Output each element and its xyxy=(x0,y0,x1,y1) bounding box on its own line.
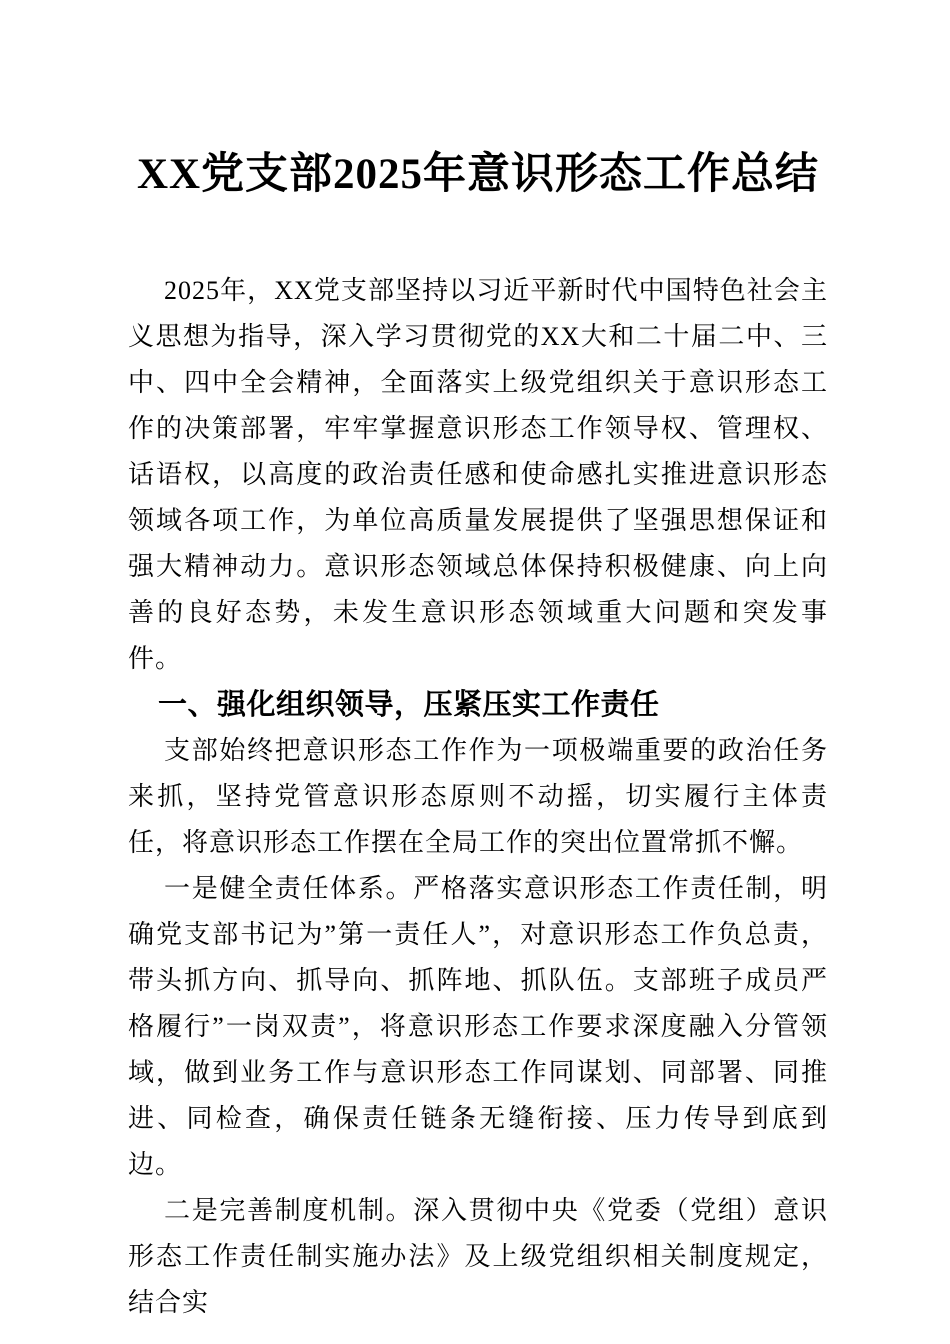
paragraph-point-two: 二是完善制度机制。深入贯彻中央《党委（党组）意识形态工作责任制实施办法》及上级党组织相关制度规定，结合实 xyxy=(128,1195,828,1317)
paragraph-point-one: 一是健全责任体系。严格落实意识形态工作责任制，明确党支部书记为”第一责任人”，对意识形态工作负总责，带头抓方向、抓导向、抓阵地、抓队伍。支部班子成员严格履行”一岗双责”，将意识形态工作要求深度融入分管领域，做到业务工作与意识形态工作同谋划、同部署、同推进、同检查，确保责任链条无缝衔接、压力传导到底到边。 xyxy=(128,873,828,1179)
paragraph-responsibility: 支部始终把意识形态工作作为一项极端重要的政治任务来抓，坚持党管意识形态原则不动摇，切实履行主体责任，将意识形态工作摆在全局工作的突出位置常抓不懈。 xyxy=(128,735,828,857)
section-heading-1: 一、强化组织领导，压紧压实工作责任 xyxy=(158,688,660,721)
document-body xyxy=(128,268,828,1326)
document-title: XX党支部2025年意识形态工作总结 xyxy=(136,151,820,198)
paragraph-overview: 2025年，XX党支部坚持以习近平新时代中国特色社会主义思想为指导，深入学习贯彻党的XX大和二十届二中、三中、四中全会精神，全面落实上级党组织关于意识形态工作的决策部署，牢牢掌握意识形态工作领导权、管理权、话语权，以高度的政治责任感和使命感扎实推进意识形态领域各项工作，为单位高质量发展提供了坚强思想保证和强大精神动力。意识形态领域总体保持积极健康、向上向善的良好态势，未发生意识形态领域重大问题和突发事件。 xyxy=(128,275,828,673)
